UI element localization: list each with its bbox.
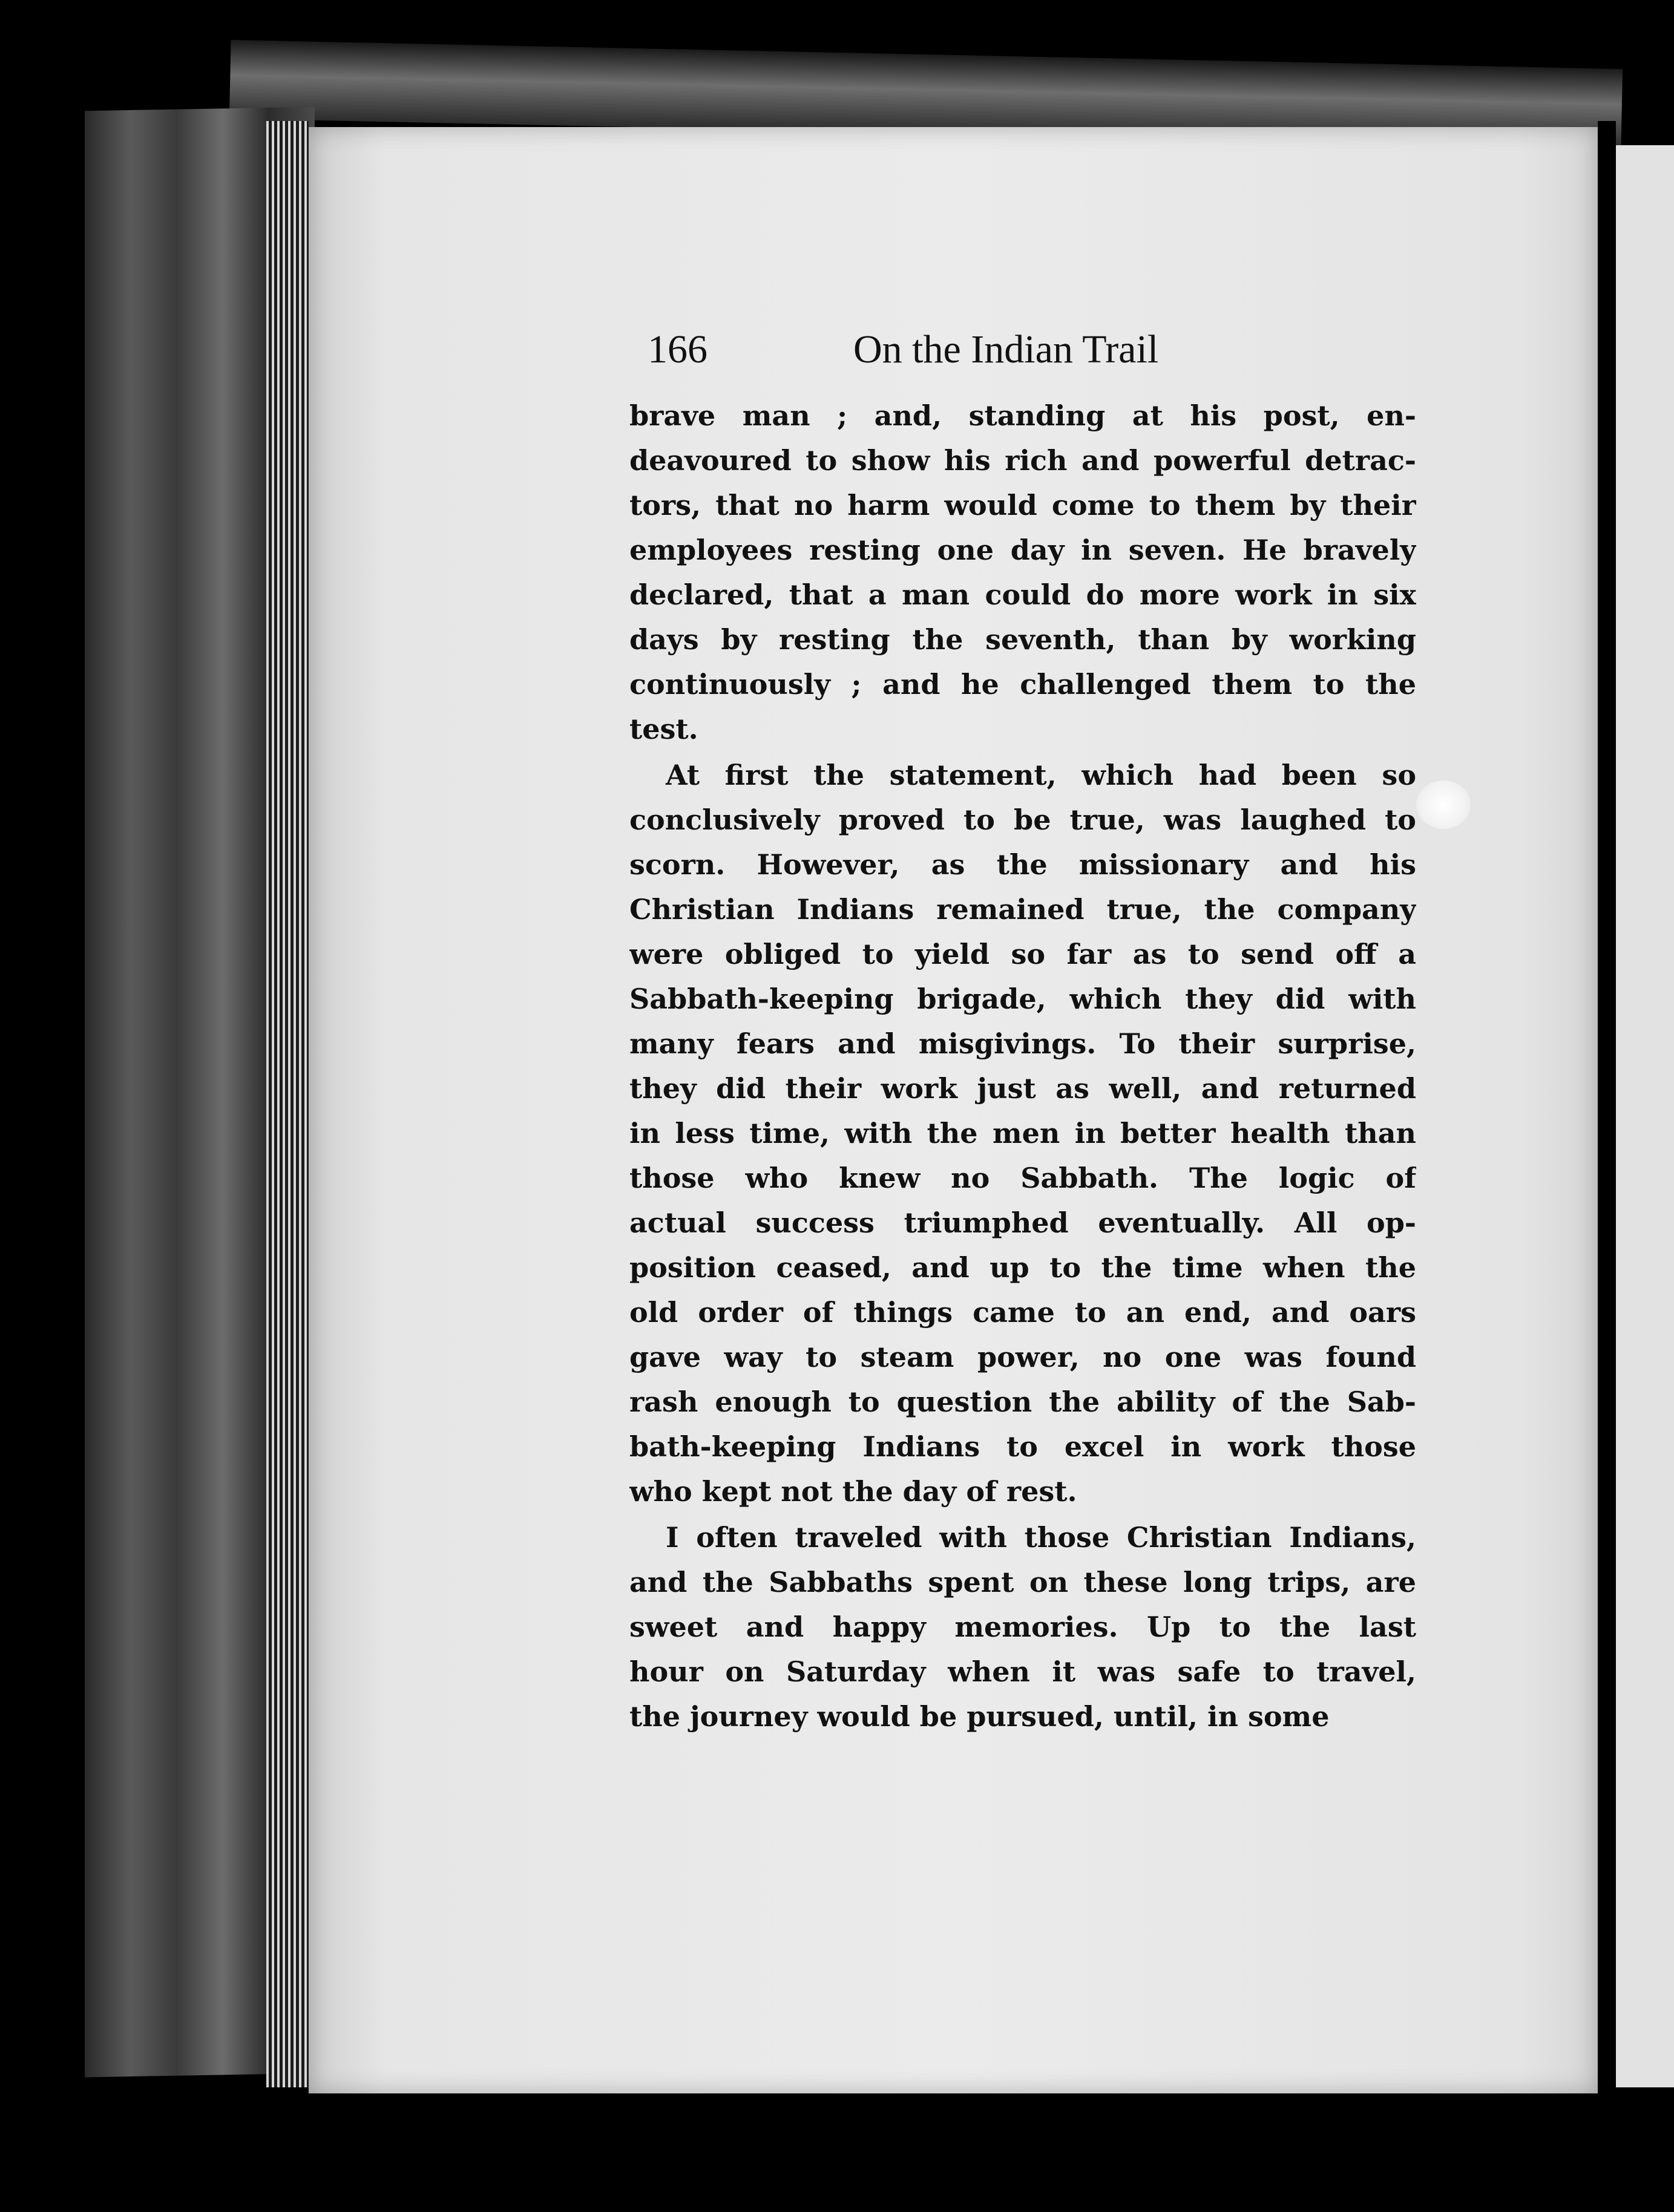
text-line: days by resting the seventh, than by working	[629, 623, 1416, 656]
text-line: many fears and misgivings. To their surprise,	[629, 1027, 1416, 1060]
text-line: Sabbath-keeping brigade, which they did with	[629, 983, 1416, 1015]
text-line: gave way to steam power, no one was found	[629, 1341, 1416, 1373]
body-text	[629, 393, 1416, 1739]
text-line: bath-keeping Indians to excel in work those	[629, 1430, 1416, 1463]
page-text	[629, 327, 1416, 1739]
text-line: At first the statement, which had been so	[666, 759, 1416, 791]
text-line: old order of things came to an end, and oars	[629, 1296, 1416, 1329]
text-line: test.	[629, 713, 698, 745]
text-line: they did their work just as well, and returned	[629, 1072, 1416, 1105]
paper-blemish	[1416, 780, 1471, 829]
text-line: were obliged to yield so far as to send off a	[629, 938, 1416, 970]
paragraph	[629, 753, 1416, 1514]
page-gutter	[1598, 121, 1616, 2118]
page-stack-edge	[266, 121, 309, 2087]
running-head	[648, 327, 1416, 393]
text-line: rash enough to question the ability of the Sab-	[629, 1386, 1416, 1418]
right-page-edge	[1616, 145, 1674, 2087]
text-line: conclusively proved to be true, was laughed to	[629, 803, 1416, 836]
running-title: On the Indian Trail	[853, 327, 1159, 371]
text-line: brave man ; and, standing at his post, en-	[629, 399, 1416, 432]
text-line: hour on Saturday when it was safe to travel,	[629, 1655, 1416, 1688]
text-line: the journey would be pursued, until, in some	[629, 1700, 1330, 1733]
text-line: actual success triumphed eventually. All op-	[629, 1206, 1416, 1239]
text-line: continuously ; and he challenged them to the	[629, 668, 1416, 701]
text-line: employees resting one day in seven. He bravely	[629, 534, 1416, 566]
text-line: tors, that no harm would come to them by their	[629, 489, 1416, 522]
text-line: who kept not the day of rest.	[629, 1475, 1077, 1508]
paragraph	[629, 1515, 1416, 1739]
page-number: 166	[648, 327, 707, 371]
text-line: and the Sabbaths spent on these long trips, are	[629, 1566, 1416, 1598]
text-line: declared, that a man could do more work in six	[629, 578, 1416, 611]
text-line: position ceased, and up to the time when the	[629, 1251, 1416, 1284]
text-line: scorn. However, as the missionary and his	[629, 848, 1416, 881]
paragraph	[629, 393, 1416, 751]
text-line: I often traveled with those Christian Indians,	[666, 1521, 1416, 1554]
text-line: those who knew no Sabbath. The logic of	[629, 1162, 1416, 1194]
text-line: in less time, with the men in better health than	[629, 1117, 1416, 1150]
text-line: Christian Indians remained true, the company	[629, 893, 1416, 926]
text-line: sweet and happy memories. Up to the last	[629, 1611, 1416, 1643]
text-line: deavoured to show his rich and powerful detrac-	[629, 444, 1416, 477]
